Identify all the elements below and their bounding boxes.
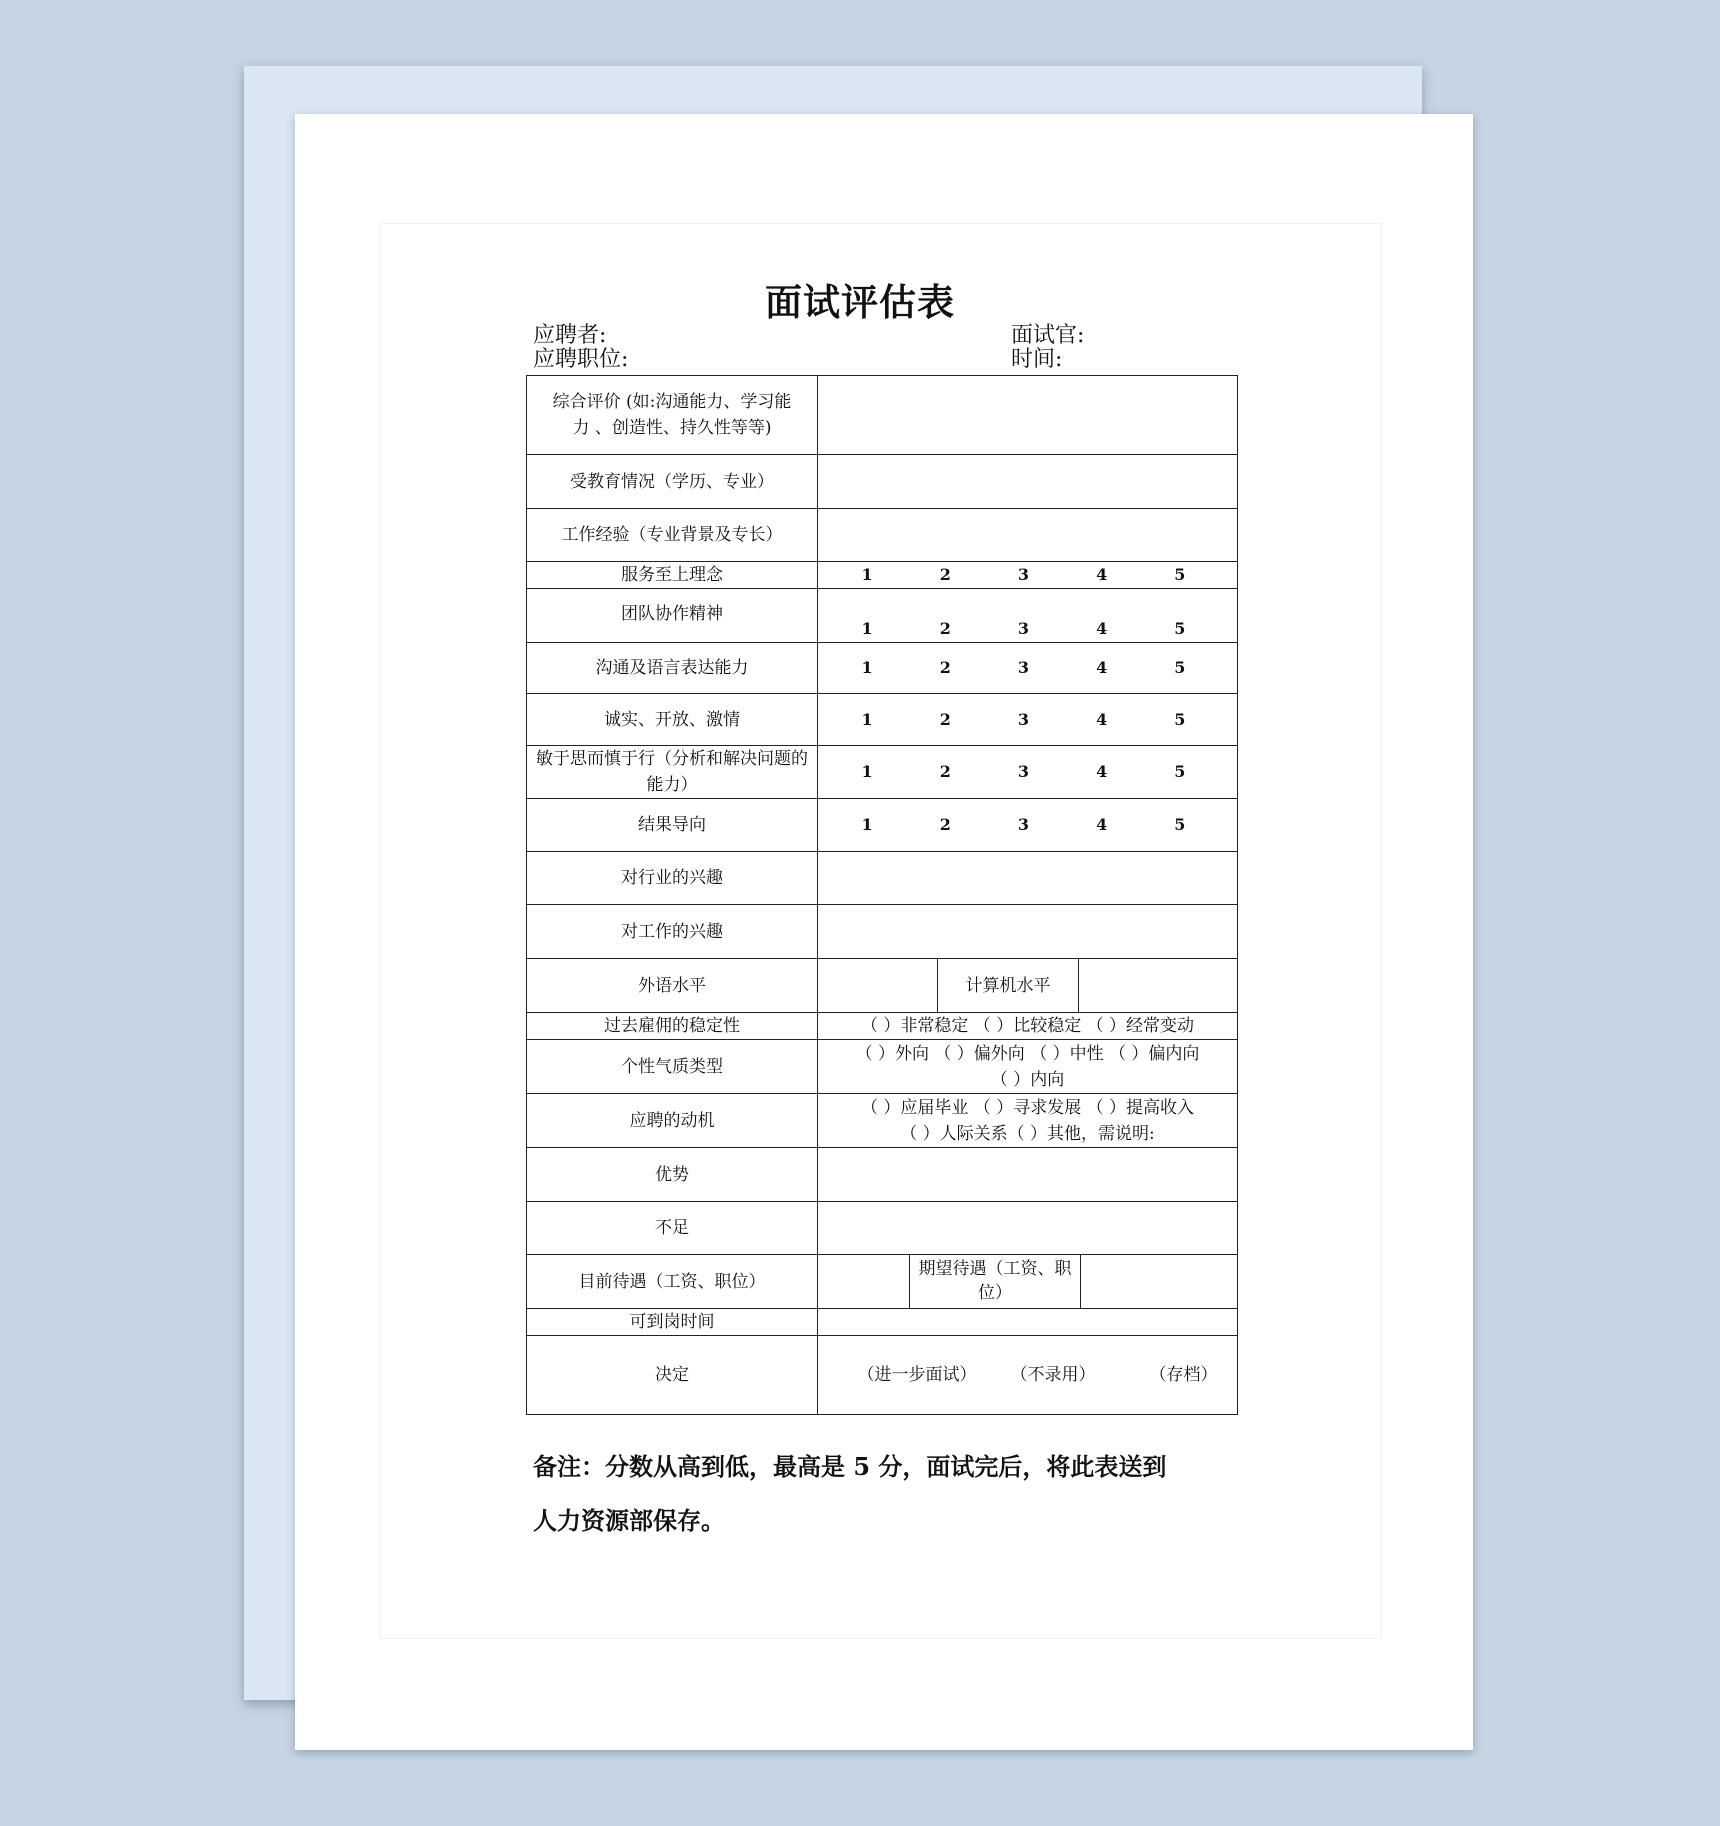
honesty-score-cell[interactable]	[818, 694, 1238, 746]
table-row	[527, 1013, 1238, 1040]
decision-reject[interactable]: （不录用）	[1010, 1365, 1096, 1385]
language-input-cell[interactable]	[818, 959, 937, 1012]
position-label: 应聘职位:	[533, 347, 629, 372]
table-row	[527, 589, 1238, 643]
row-label-teamwork: 团队协作精神	[527, 589, 818, 643]
score-option-2[interactable]: 2	[939, 815, 951, 834]
score-option-2[interactable]: 2	[939, 619, 951, 638]
expected-pay-label: 期望待遇（工资、职 位）	[909, 1255, 1081, 1308]
evaluation-table	[526, 375, 1238, 1415]
table-row	[527, 509, 1238, 562]
score-option-3[interactable]: 3	[1017, 815, 1030, 834]
row-label-overall: 综合评价 (如:沟通能力、学习能 力 、创造性、持久性等等)	[527, 376, 818, 455]
table-row	[527, 562, 1238, 589]
score-option-5[interactable]: 5	[1174, 762, 1186, 781]
row-label-communication: 沟通及语言表达能力	[527, 643, 818, 694]
row-label-language: 外语水平	[527, 959, 818, 1013]
table-row	[527, 455, 1238, 509]
score-option-1[interactable]: 1	[861, 709, 873, 729]
row-label-weaknesses: 不足	[527, 1202, 818, 1255]
footnote: 备注：分数从高到低，最高是 5 分，面试完后，将此表送到 人力资源部保存。	[533, 1452, 1167, 1535]
interviewer-label: 面试官:	[1011, 323, 1085, 348]
table-row	[527, 1040, 1238, 1094]
communication-score-cell[interactable]	[818, 643, 1238, 694]
score-option-1[interactable]: 1	[861, 619, 873, 638]
score-option-2[interactable]: 2	[939, 762, 951, 781]
pay-split	[818, 1255, 1237, 1308]
table-row	[527, 905, 1238, 959]
row-label-industry-interest: 对行业的兴趣	[527, 852, 818, 905]
row-label-decision: 决定	[527, 1336, 818, 1415]
overall-input-cell[interactable]	[818, 376, 1238, 455]
row-label-personality: 个性气质类型	[527, 1040, 818, 1094]
score-option-4[interactable]: 4	[1096, 658, 1108, 677]
work-interest-input-cell[interactable]	[818, 905, 1238, 959]
table-row	[527, 1148, 1238, 1202]
table-row	[527, 1336, 1238, 1415]
decision-next-interview[interactable]: （进一步面试）	[857, 1365, 977, 1385]
table-row	[527, 1094, 1238, 1148]
score-option-5[interactable]: 5	[1174, 565, 1186, 584]
score-option-1[interactable]: 1	[861, 815, 873, 834]
row-label-work-interest: 对工作的兴趣	[527, 905, 818, 959]
score-option-2[interactable]: 2	[939, 709, 951, 729]
table-row	[527, 746, 1238, 799]
table-row	[527, 959, 1238, 1013]
score-option-4[interactable]: 4	[1096, 709, 1108, 729]
personality-options[interactable]: （ ）外向 （ ）偏外向 （ ）中性 （ ）偏内向 （ ）内向	[818, 1040, 1238, 1094]
score-option-3[interactable]: 3	[1017, 619, 1030, 638]
current-pay-input-cell[interactable]	[818, 1255, 909, 1308]
language-computer-split	[818, 959, 1237, 1012]
score-option-4[interactable]: 4	[1096, 815, 1108, 834]
score-option-5[interactable]: 5	[1174, 709, 1186, 729]
time-label: 时间:	[1011, 347, 1063, 372]
score-option-3[interactable]: 3	[1017, 658, 1030, 677]
strengths-input-cell[interactable]	[818, 1148, 1238, 1202]
table-row	[527, 1309, 1238, 1336]
table-row	[527, 1255, 1238, 1309]
score-option-5[interactable]: 5	[1174, 658, 1186, 677]
score-option-5[interactable]: 5	[1174, 619, 1186, 638]
teamwork-score-cell[interactable]	[818, 589, 1238, 643]
table-row	[527, 694, 1238, 746]
score-option-1[interactable]: 1	[861, 565, 873, 584]
table-row	[527, 643, 1238, 694]
service-score-cell[interactable]	[818, 562, 1238, 589]
score-option-5[interactable]: 5	[1174, 815, 1186, 834]
page-title: 面试评估表	[765, 280, 955, 324]
score-option-2[interactable]: 2	[939, 565, 951, 584]
industry-interest-input-cell[interactable]	[818, 852, 1238, 905]
score-option-1[interactable]: 1	[861, 658, 873, 677]
expected-pay-input-cell[interactable]	[1081, 1255, 1237, 1308]
score-option-3[interactable]: 3	[1017, 762, 1030, 781]
score-option-3[interactable]: 3	[1017, 565, 1030, 584]
score-option-4[interactable]: 4	[1096, 565, 1108, 584]
row-label-strengths: 优势	[527, 1148, 818, 1202]
row-label-education: 受教育情况（学历、专业）	[527, 455, 818, 509]
stability-options[interactable]: （ ）非常稳定 （ ）比较稳定 （ ）经常变动	[818, 1013, 1238, 1040]
row-label-available: 可到岗时间	[527, 1309, 818, 1336]
row-label-stability: 过去雇佣的稳定性	[527, 1013, 818, 1040]
row-label-current-pay: 目前待遇（工资、职位）	[527, 1255, 818, 1309]
score-option-4[interactable]: 4	[1096, 619, 1108, 638]
row-label-service: 服务至上理念	[527, 562, 818, 589]
computer-input-cell[interactable]	[1079, 959, 1237, 1012]
table-row	[527, 376, 1238, 455]
result-score-cell[interactable]	[818, 799, 1238, 852]
education-input-cell[interactable]	[818, 455, 1238, 509]
row-label-motivation: 应聘的动机	[527, 1094, 818, 1148]
experience-input-cell[interactable]	[818, 509, 1238, 562]
decision-archive[interactable]: （存档）	[1149, 1365, 1218, 1385]
applicant-label: 应聘者:	[533, 323, 607, 348]
computer-label: 计算机水平	[937, 959, 1079, 1012]
table-row	[527, 799, 1238, 852]
row-label-thinking: 敏于思而慎于行（分析和解决问题的 能力）	[527, 746, 818, 799]
score-option-1[interactable]: 1	[861, 762, 873, 781]
score-option-2[interactable]: 2	[939, 658, 951, 677]
available-input-cell[interactable]	[818, 1309, 1238, 1336]
row-label-experience: 工作经验（专业背景及专长）	[527, 509, 818, 562]
decision-options	[818, 1336, 1238, 1415]
table-row	[527, 1202, 1238, 1255]
table-row	[527, 852, 1238, 905]
score-option-4[interactable]: 4	[1096, 762, 1108, 781]
weaknesses-input-cell[interactable]	[818, 1202, 1238, 1255]
thinking-score-cell[interactable]	[818, 746, 1238, 799]
row-label-honesty: 诚实、开放、激情	[527, 694, 818, 746]
row-label-result: 结果导向	[527, 799, 818, 852]
motivation-options[interactable]: （ ）应届毕业 （ ）寻求发展 （ ）提高收入 （ ）人际关系（ ）其他，需说明:	[818, 1094, 1238, 1148]
score-option-3[interactable]: 3	[1017, 709, 1030, 729]
